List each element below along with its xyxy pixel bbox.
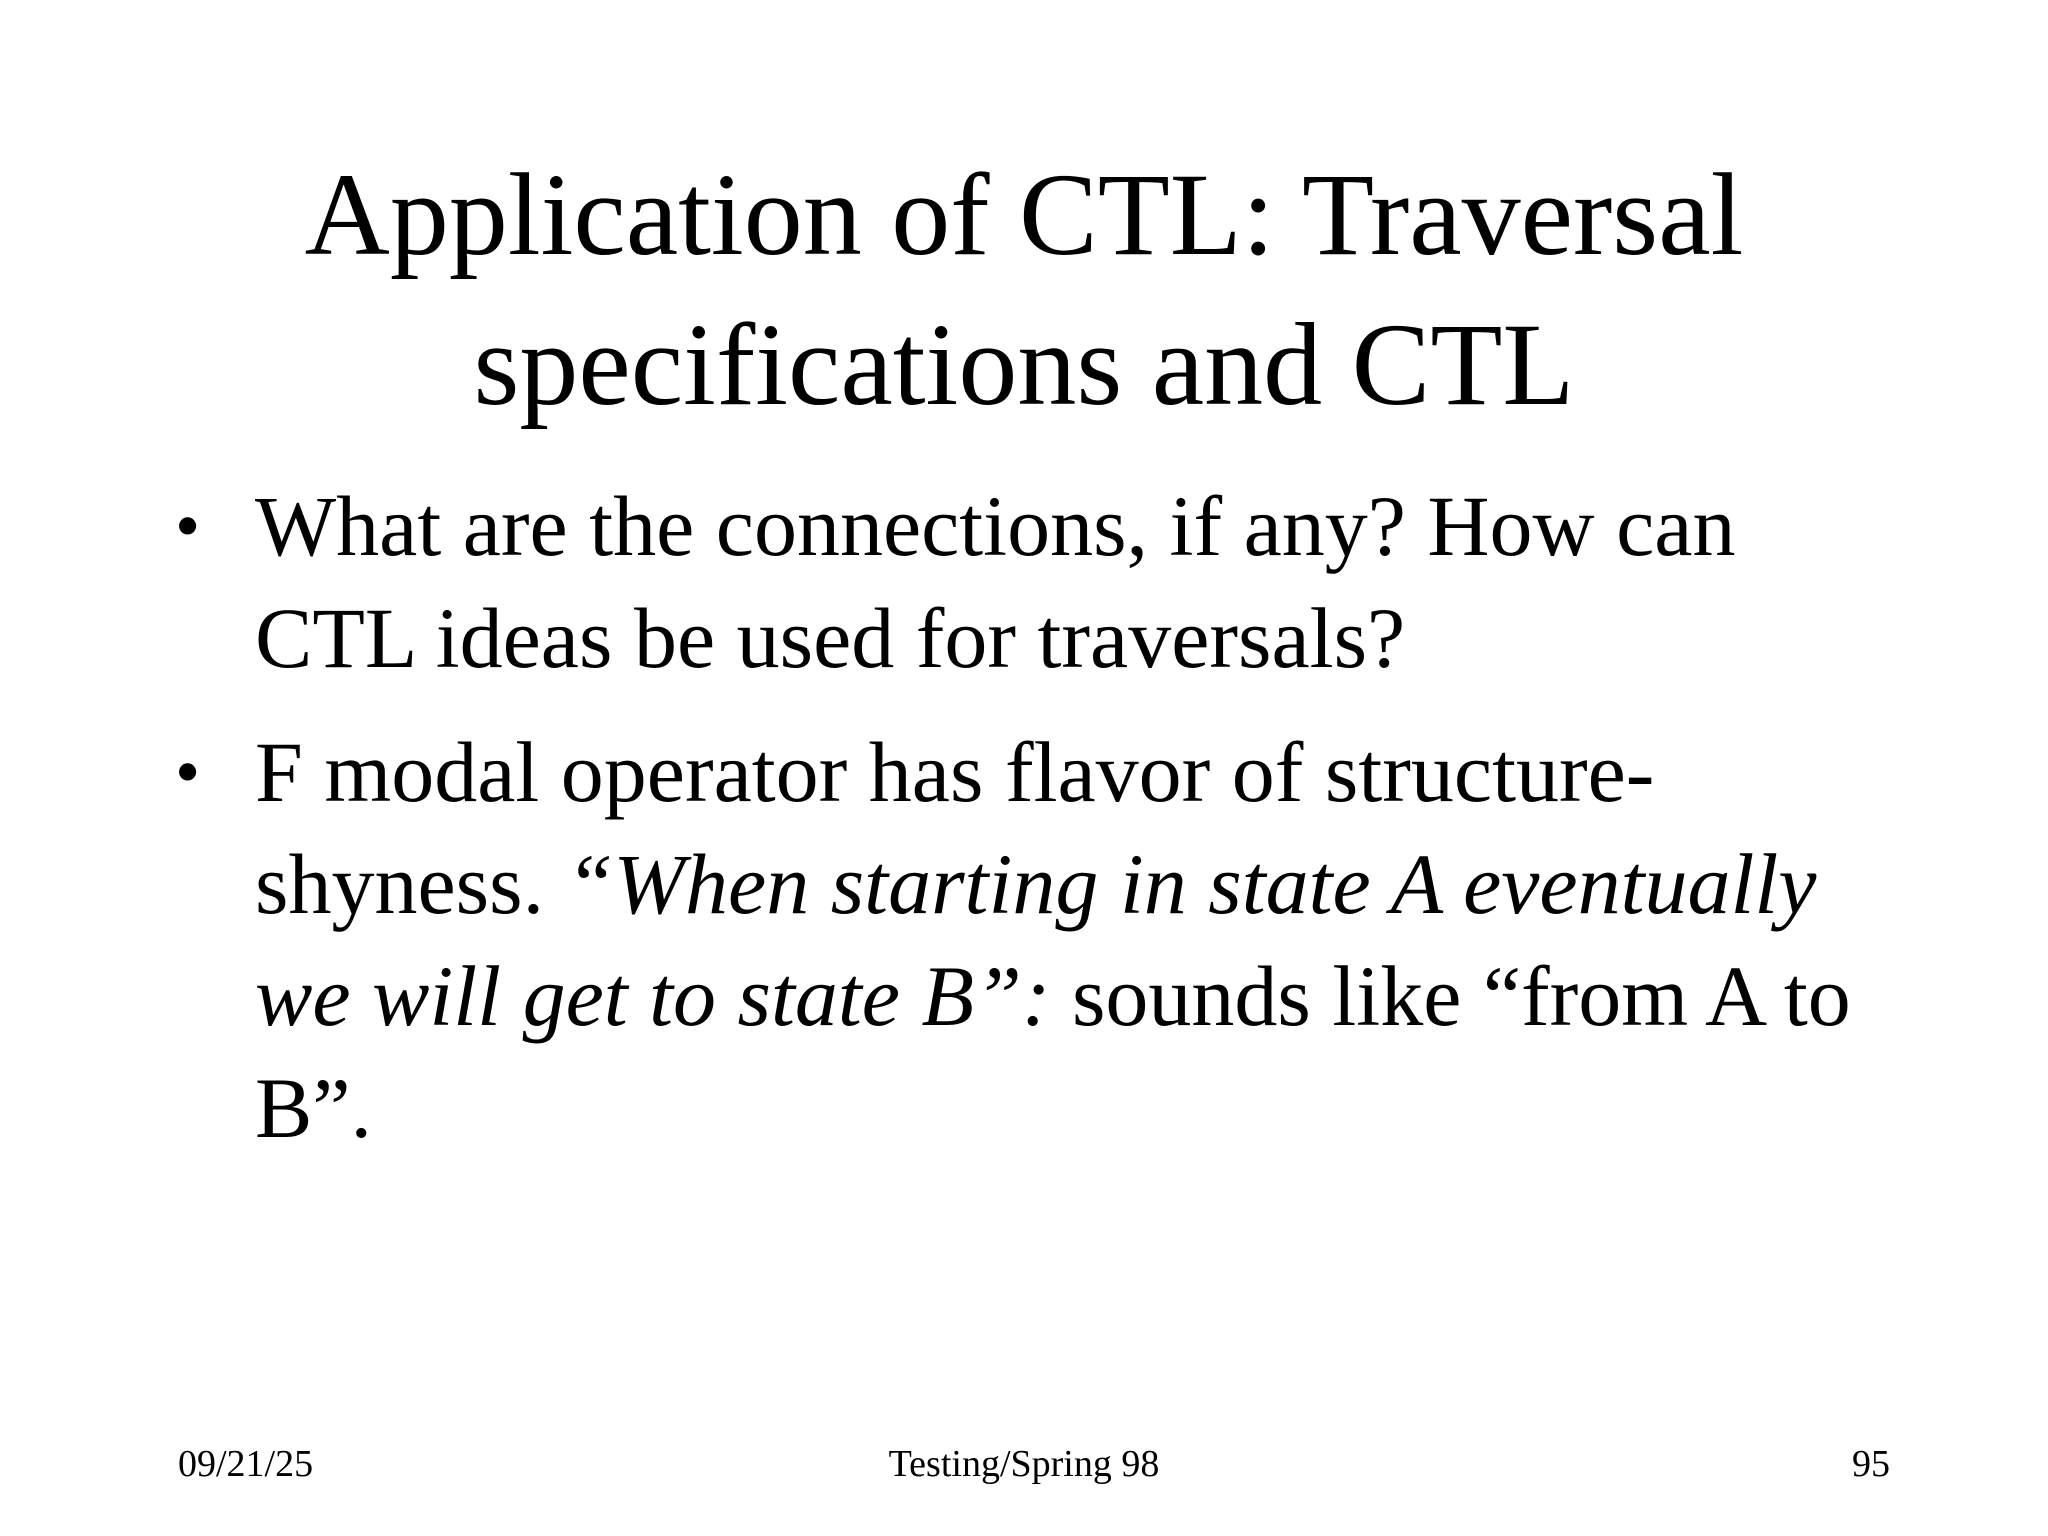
- bullet-text: [255, 724, 1851, 1156]
- footer-course: Testing/Spring 98: [888, 1443, 1160, 1485]
- slide-title: [170, 140, 1878, 440]
- bullet-marker: •: [175, 486, 201, 566]
- slide-title-line-1: Application of CTL: Traversal: [304, 149, 1744, 280]
- footer-date: 09/21/25: [178, 1443, 314, 1485]
- slide-title-line-2: specifications and CTL: [473, 299, 1575, 430]
- bullet-tail-text: sounds like “from A to B”.: [255, 948, 1851, 1156]
- footer-page-number: 95: [1852, 1443, 1890, 1485]
- bullet-quote-italic: “When starting in state A eventually we will get to state B”:: [255, 836, 1817, 1044]
- bullet-text: What are the connections, if any? How can CTL ideas be used for traversals?: [255, 478, 1736, 686]
- bullet-item-f-modal-operator: [170, 716, 1890, 1164]
- bullet-lead-text: F modal operator has flavor of structure-shyness.: [255, 724, 1655, 932]
- bullet-list: [170, 470, 1890, 1186]
- bullet-marker: •: [175, 732, 201, 812]
- bullet-item-connections: [170, 470, 1890, 694]
